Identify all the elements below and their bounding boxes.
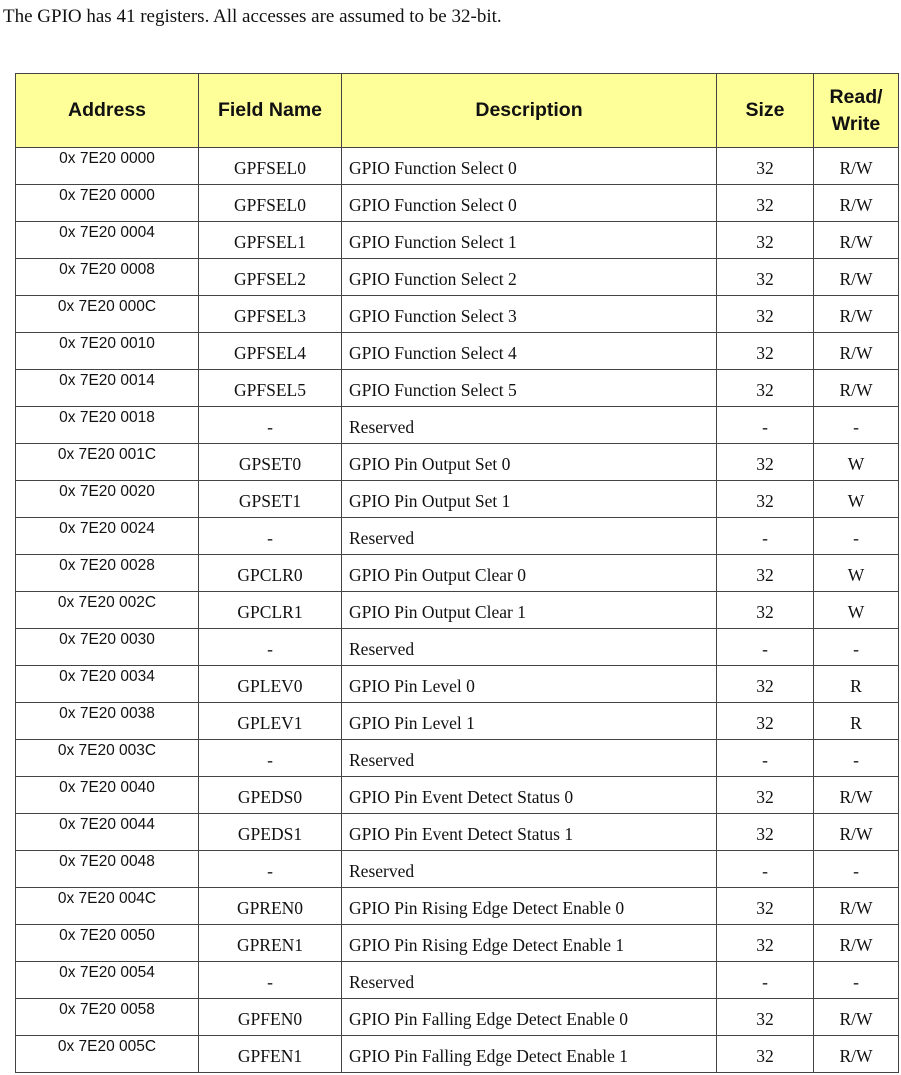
cell-read-write: R/W	[814, 259, 899, 296]
table-row	[16, 481, 899, 518]
cell-address: 0x 7E20 0018	[16, 407, 199, 444]
cell-description: Reserved	[342, 740, 717, 777]
cell-field-name: GPLEV1	[199, 703, 342, 740]
cell-field-name: GPREN1	[199, 925, 342, 962]
cell-size: 32	[717, 185, 814, 222]
cell-description: GPIO Pin Event Detect Status 1	[342, 814, 717, 851]
cell-size: 32	[717, 1036, 814, 1073]
cell-description: GPIO Pin Falling Edge Detect Enable 1	[342, 1036, 717, 1073]
cell-size: 32	[717, 555, 814, 592]
cell-field-name: GPSET0	[199, 444, 342, 481]
cell-size: 32	[717, 370, 814, 407]
cell-address: 0x 7E20 0038	[16, 703, 199, 740]
cell-read-write: -	[814, 962, 899, 999]
cell-description: GPIO Pin Rising Edge Detect Enable 1	[342, 925, 717, 962]
cell-size: -	[717, 740, 814, 777]
cell-description: GPIO Pin Output Clear 1	[342, 592, 717, 629]
cell-size: -	[717, 851, 814, 888]
cell-field-name: GPFSEL2	[199, 259, 342, 296]
cell-read-write: R/W	[814, 925, 899, 962]
cell-address: 0x 7E20 0034	[16, 666, 199, 703]
cell-field-name: -	[199, 629, 342, 666]
cell-address: 0x 7E20 0044	[16, 814, 199, 851]
header-read-write-line2: Write	[831, 112, 881, 135]
cell-read-write: -	[814, 407, 899, 444]
intro-paragraph: The GPIO has 41 registers. All accesses are assumed to be 32-bit.	[3, 6, 502, 27]
cell-size: -	[717, 629, 814, 666]
cell-description: GPIO Pin Level 1	[342, 703, 717, 740]
cell-field-name: GPEDS1	[199, 814, 342, 851]
cell-read-write: R/W	[814, 999, 899, 1036]
cell-address: 0x 7E20 0000	[16, 185, 199, 222]
cell-read-write: -	[814, 740, 899, 777]
cell-address: 0x 7E20 004C	[16, 888, 199, 925]
cell-description: GPIO Function Select 3	[342, 296, 717, 333]
header-read-write	[814, 74, 899, 148]
cell-read-write: R/W	[814, 814, 899, 851]
cell-field-name: GPFSEL0	[199, 185, 342, 222]
cell-address: 0x 7E20 0000	[16, 148, 199, 185]
cell-read-write: R/W	[814, 888, 899, 925]
cell-field-name: -	[199, 851, 342, 888]
cell-size: 32	[717, 481, 814, 518]
cell-read-write: W	[814, 555, 899, 592]
cell-read-write: -	[814, 851, 899, 888]
cell-description: GPIO Pin Falling Edge Detect Enable 0	[342, 999, 717, 1036]
cell-address: 0x 7E20 0004	[16, 222, 199, 259]
table-row	[16, 962, 899, 999]
table-row	[16, 888, 899, 925]
cell-size: 32	[717, 666, 814, 703]
header-address: Address	[16, 74, 199, 148]
cell-read-write: R/W	[814, 370, 899, 407]
cell-description: GPIO Function Select 5	[342, 370, 717, 407]
cell-description: GPIO Pin Rising Edge Detect Enable 0	[342, 888, 717, 925]
table-row	[16, 777, 899, 814]
cell-size: 32	[717, 999, 814, 1036]
table-row	[16, 629, 899, 666]
cell-description: GPIO Function Select 4	[342, 333, 717, 370]
cell-field-name: GPSET1	[199, 481, 342, 518]
cell-read-write: -	[814, 518, 899, 555]
cell-address: 0x 7E20 0028	[16, 555, 199, 592]
cell-size: 32	[717, 296, 814, 333]
register-table	[15, 73, 899, 1073]
cell-size: -	[717, 962, 814, 999]
cell-address: 0x 7E20 0008	[16, 259, 199, 296]
cell-read-write: R	[814, 666, 899, 703]
cell-field-name: GPFSEL1	[199, 222, 342, 259]
cell-size: 32	[717, 222, 814, 259]
cell-read-write: R/W	[814, 777, 899, 814]
cell-description: Reserved	[342, 851, 717, 888]
cell-description: GPIO Function Select 0	[342, 185, 717, 222]
cell-field-name: -	[199, 407, 342, 444]
table-row	[16, 148, 899, 185]
cell-read-write: W	[814, 444, 899, 481]
cell-field-name: -	[199, 740, 342, 777]
cell-size: 32	[717, 444, 814, 481]
table-row	[16, 592, 899, 629]
cell-field-name: -	[199, 962, 342, 999]
header-row	[16, 74, 899, 148]
table-row	[16, 259, 899, 296]
cell-size: 32	[717, 592, 814, 629]
cell-field-name: GPFEN1	[199, 1036, 342, 1073]
cell-read-write: R/W	[814, 222, 899, 259]
cell-address: 0x 7E20 0010	[16, 333, 199, 370]
header-description: Description	[342, 74, 717, 148]
cell-size: 32	[717, 888, 814, 925]
cell-read-write: -	[814, 629, 899, 666]
cell-field-name: -	[199, 518, 342, 555]
cell-description: GPIO Function Select 0	[342, 148, 717, 185]
cell-size: 32	[717, 814, 814, 851]
table-row	[16, 703, 899, 740]
cell-field-name: GPREN0	[199, 888, 342, 925]
cell-read-write: R/W	[814, 296, 899, 333]
cell-address: 0x 7E20 003C	[16, 740, 199, 777]
cell-address: 0x 7E20 0048	[16, 851, 199, 888]
table-row	[16, 1036, 899, 1073]
cell-size: 32	[717, 259, 814, 296]
table-row	[16, 814, 899, 851]
cell-field-name: GPEDS0	[199, 777, 342, 814]
cell-read-write: R/W	[814, 333, 899, 370]
cell-address: 0x 7E20 000C	[16, 296, 199, 333]
cell-field-name: GPCLR0	[199, 555, 342, 592]
cell-description: GPIO Pin Output Set 0	[342, 444, 717, 481]
cell-description: Reserved	[342, 407, 717, 444]
cell-address: 0x 7E20 0058	[16, 999, 199, 1036]
table-row	[16, 370, 899, 407]
cell-description: GPIO Function Select 1	[342, 222, 717, 259]
table-row	[16, 851, 899, 888]
table-row	[16, 518, 899, 555]
cell-size: -	[717, 518, 814, 555]
cell-read-write: W	[814, 481, 899, 518]
cell-address: 0x 7E20 0054	[16, 962, 199, 999]
cell-address: 0x 7E20 002C	[16, 592, 199, 629]
cell-field-name: GPFSEL4	[199, 333, 342, 370]
cell-read-write: R/W	[814, 185, 899, 222]
cell-field-name: GPFEN0	[199, 999, 342, 1036]
cell-description: GPIO Pin Event Detect Status 0	[342, 777, 717, 814]
cell-read-write: W	[814, 592, 899, 629]
header-field-name: Field Name	[199, 74, 342, 148]
cell-address: 0x 7E20 0040	[16, 777, 199, 814]
cell-read-write: R/W	[814, 148, 899, 185]
table-row	[16, 555, 899, 592]
table-row	[16, 666, 899, 703]
cell-size: 32	[717, 333, 814, 370]
cell-read-write: R	[814, 703, 899, 740]
cell-field-name: GPCLR1	[199, 592, 342, 629]
table-row	[16, 185, 899, 222]
cell-description: Reserved	[342, 962, 717, 999]
header-read-write-line1: Read/	[829, 85, 883, 108]
cell-read-write: R/W	[814, 1036, 899, 1073]
table-row	[16, 999, 899, 1036]
table-row	[16, 444, 899, 481]
cell-description: GPIO Pin Output Set 1	[342, 481, 717, 518]
cell-size: 32	[717, 925, 814, 962]
cell-address: 0x 7E20 001C	[16, 444, 199, 481]
cell-description: GPIO Function Select 2	[342, 259, 717, 296]
cell-address: 0x 7E20 005C	[16, 1036, 199, 1073]
header-size: Size	[717, 74, 814, 148]
cell-description: Reserved	[342, 518, 717, 555]
cell-description: Reserved	[342, 629, 717, 666]
cell-field-name: GPFSEL5	[199, 370, 342, 407]
cell-address: 0x 7E20 0050	[16, 925, 199, 962]
cell-size: 32	[717, 148, 814, 185]
cell-address: 0x 7E20 0014	[16, 370, 199, 407]
cell-address: 0x 7E20 0024	[16, 518, 199, 555]
cell-size: 32	[717, 703, 814, 740]
cell-size: -	[717, 407, 814, 444]
table-row	[16, 925, 899, 962]
register-table-header	[16, 74, 899, 148]
cell-address: 0x 7E20 0020	[16, 481, 199, 518]
cell-description: GPIO Pin Output Clear 0	[342, 555, 717, 592]
register-table-body	[16, 148, 899, 1073]
table-row	[16, 296, 899, 333]
cell-description: GPIO Pin Level 0	[342, 666, 717, 703]
cell-field-name: GPLEV0	[199, 666, 342, 703]
table-row	[16, 222, 899, 259]
table-row	[16, 740, 899, 777]
table-row	[16, 333, 899, 370]
cell-address: 0x 7E20 0030	[16, 629, 199, 666]
cell-size: 32	[717, 777, 814, 814]
cell-field-name: GPFSEL0	[199, 148, 342, 185]
cell-field-name: GPFSEL3	[199, 296, 342, 333]
table-row	[16, 407, 899, 444]
